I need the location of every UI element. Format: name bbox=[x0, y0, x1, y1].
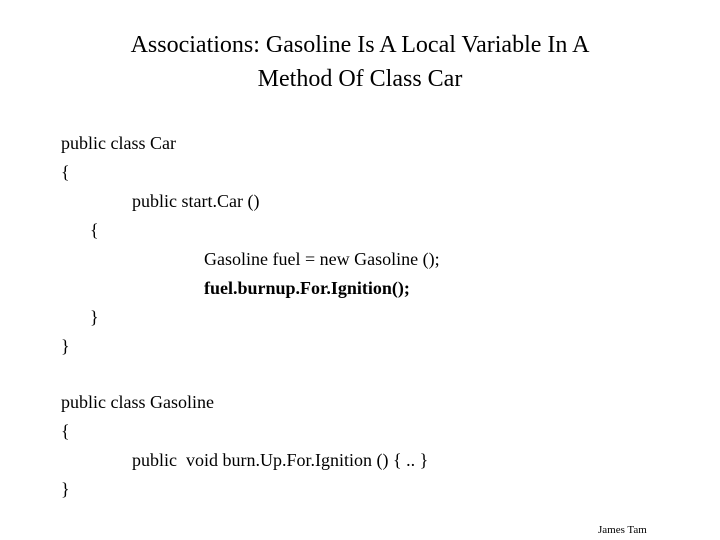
car-method-close-brace: } bbox=[90, 307, 99, 327]
car-method-open-brace: { bbox=[90, 220, 99, 240]
car-method-statement-1: Gasoline fuel = new Gasoline (); bbox=[204, 249, 440, 269]
car-method-signature: public start.Car () bbox=[132, 191, 260, 211]
gasoline-class-header: public class Gasoline bbox=[61, 392, 214, 412]
gasoline-method-signature: public void burn.Up.For.Ignition () { .. } bbox=[132, 450, 429, 470]
gasoline-class-close-brace: } bbox=[61, 479, 70, 499]
title-line-1: Associations: Gasoline Is A Local Variable In A bbox=[130, 32, 590, 58]
gasoline-class-open-brace: { bbox=[61, 421, 70, 441]
footer-author: James Tam bbox=[598, 524, 647, 536]
car-class-close-brace: } bbox=[61, 336, 70, 356]
slide-title bbox=[40, 28, 680, 96]
title-line-2: Method Of Class Car bbox=[257, 66, 463, 92]
car-class-open-brace: { bbox=[61, 162, 70, 182]
car-method-statement-2: fuel.burnup.For.Ignition(); bbox=[204, 278, 410, 298]
car-class-header: public class Car bbox=[61, 133, 176, 153]
